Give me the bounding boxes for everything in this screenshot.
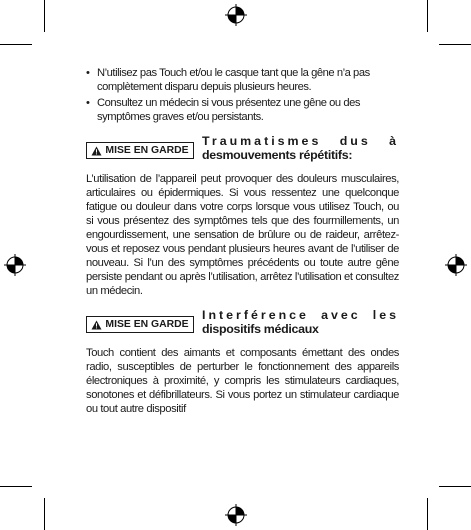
warning-heading-medical <box>86 308 399 336</box>
section-title-line1: Traumatismes dus à <box>202 134 399 148</box>
section-title <box>202 308 399 336</box>
warning-badge <box>86 142 194 159</box>
warning-triangle-icon <box>91 320 102 330</box>
bullet-list <box>86 66 399 124</box>
warning-badge-label: MISE EN GARDE <box>105 145 189 156</box>
registration-mark-icon <box>445 254 467 276</box>
crop-mark <box>0 44 32 45</box>
section-title <box>202 134 399 162</box>
crop-mark <box>439 486 471 487</box>
section-body: L’utilisation de l’appareil peut provoquer des douleurs musculaires, articulaires ou épidermiques. Si vous ressentez une quelconque fatigue ou douleur dans votre corps lorsque vous utilisez Touch, ou si vous présentez des symptômes tels que des fourmillements, un engourdissement, une sensation de brûlure ou de raideur, arrêtez-vous et reposez vous pendant plusieurs heures avant de l’utiliser de nouveau. Si l’un des symptômes précédents ou toute autre gêne persiste pendant ou après l’utilisation, arrêtez l’utilisation et consultez un médecin. <box>86 173 399 297</box>
bullet-item: • N’utilisez pas Touch et/ou le casque tant que la gêne n’a pas complètement disparu depuis plusieurs heures. <box>86 66 399 94</box>
warning-heading-rsi <box>86 134 399 162</box>
crop-mark <box>427 0 428 32</box>
document-content <box>86 66 399 416</box>
section-body: Touch contient des aimants et composants émettant des ondes radio, susceptibles de perturber le fonctionnement des appareils électroniques à proximité, y compris les stimulateurs cardiaques, sonotones et défibrillateurs. Si vous portez un stimulateur cardiaque ou tout autre dispositif <box>86 347 399 415</box>
section-title-line1: Interférence avec les <box>202 308 399 322</box>
bullet-item: • Consultez un médecin si vous présentez une gêne ou des symptômes graves et/ou persistants. <box>86 96 399 124</box>
section-title-line2: dispositifs médicaux <box>202 322 319 336</box>
crop-mark <box>439 44 471 45</box>
warning-badge <box>86 316 194 333</box>
crop-mark <box>44 0 45 32</box>
registration-mark-icon <box>225 504 247 526</box>
crop-mark <box>0 486 32 487</box>
warning-triangle-icon <box>91 146 102 156</box>
crop-mark <box>44 498 45 530</box>
registration-mark-icon <box>225 4 247 26</box>
crop-mark <box>427 498 428 530</box>
warning-badge-label: MISE EN GARDE <box>105 319 189 330</box>
section-title-line2: desmouvements répétitifs: <box>202 148 353 162</box>
registration-mark-icon <box>4 254 26 276</box>
